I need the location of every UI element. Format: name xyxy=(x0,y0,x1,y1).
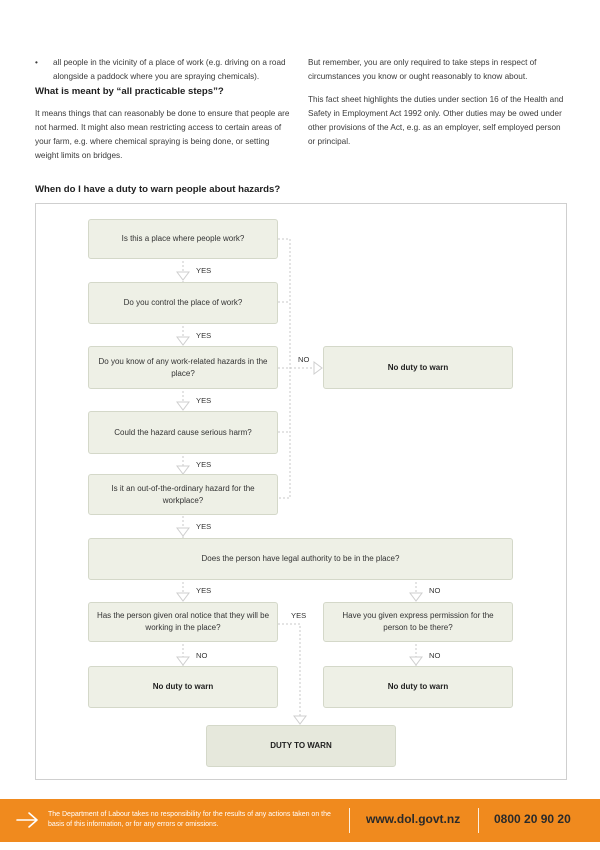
divider xyxy=(349,808,350,833)
bullet-dot: • xyxy=(35,58,38,67)
website-link[interactable]: www.dol.govt.nz xyxy=(366,812,461,826)
no-duty-to-warn-left: No duty to warn xyxy=(88,666,278,708)
disclaimer-text: The Department of Labour takes no responsibility for the results of any actions taken on the basis of this information, or for any errors or omissions. xyxy=(48,811,331,828)
yes-label: YES xyxy=(196,586,212,595)
question-express-permission: Have you given express permission for the person to be there? xyxy=(323,602,513,642)
question-place-of-work: Is this a place where people work? xyxy=(88,219,278,259)
question-control-workplace: Do you control the place of work? xyxy=(88,282,278,324)
yes-label: YES xyxy=(291,611,307,620)
question-known-hazards: Do you know of any work-related hazards in the place? xyxy=(88,346,278,389)
flowchart xyxy=(35,203,567,780)
yes-label: YES xyxy=(196,460,212,469)
practicable-steps-paragraph: It means things that can reasonably be done to ensure that people are not harmed. It might also mean restricting access to certain areas of your farm, e.g. where chemical spraying is being done, or setting weight limits on bridges. xyxy=(35,109,290,160)
practicable-steps-heading: What is meant by “all practicable steps”? xyxy=(35,86,224,97)
bullet-item xyxy=(35,56,292,84)
no-label: NO xyxy=(429,586,441,595)
no-label: NO xyxy=(429,651,441,660)
fact-sheet-paragraph: This fact sheet highlights the duties under section 16 of the Health and Safety in Employment Act 1992 only. Other duties may be owed under other provisions of the Act, e.g. as an employer, self employed person or principal. xyxy=(308,95,564,146)
question-legal-authority: Does the person have legal authority to be in the place? xyxy=(88,538,513,580)
phone-number: 0800 20 90 20 xyxy=(494,812,571,826)
question-out-of-ordinary-hazard: Is it an out-of-the-ordinary hazard for the workplace? xyxy=(88,474,278,515)
yes-label: YES xyxy=(196,522,212,531)
divider xyxy=(478,808,479,833)
yes-label: YES xyxy=(196,266,212,275)
footer-bar xyxy=(0,799,600,842)
question-oral-notice: Has the person given oral notice that they will be working in the place? xyxy=(88,602,278,642)
yes-label: YES xyxy=(196,396,212,405)
duty-to-warn-box: DUTY TO WARN xyxy=(206,725,396,767)
yes-label: YES xyxy=(196,331,212,340)
no-duty-to-warn-top: No duty to warn xyxy=(323,346,513,389)
left-column xyxy=(35,56,292,172)
no-duty-to-warn-right: No duty to warn xyxy=(323,666,513,708)
no-label: NO xyxy=(298,355,310,364)
bullet-text: all people in the vicinity of a place of work (e.g. driving on a road alongside a paddock where you are spraying chemicals). xyxy=(53,58,286,81)
arrow-icon xyxy=(16,811,42,829)
flowchart-heading: When do I have a duty to warn people about hazards? xyxy=(35,184,281,195)
right-column xyxy=(308,56,568,158)
remember-paragraph: But remember, you are only required to take steps in respect of circumstances you know or ought reasonably to know about. xyxy=(308,58,537,81)
no-label: NO xyxy=(196,651,208,660)
question-serious-harm: Could the hazard cause serious harm? xyxy=(88,411,278,454)
